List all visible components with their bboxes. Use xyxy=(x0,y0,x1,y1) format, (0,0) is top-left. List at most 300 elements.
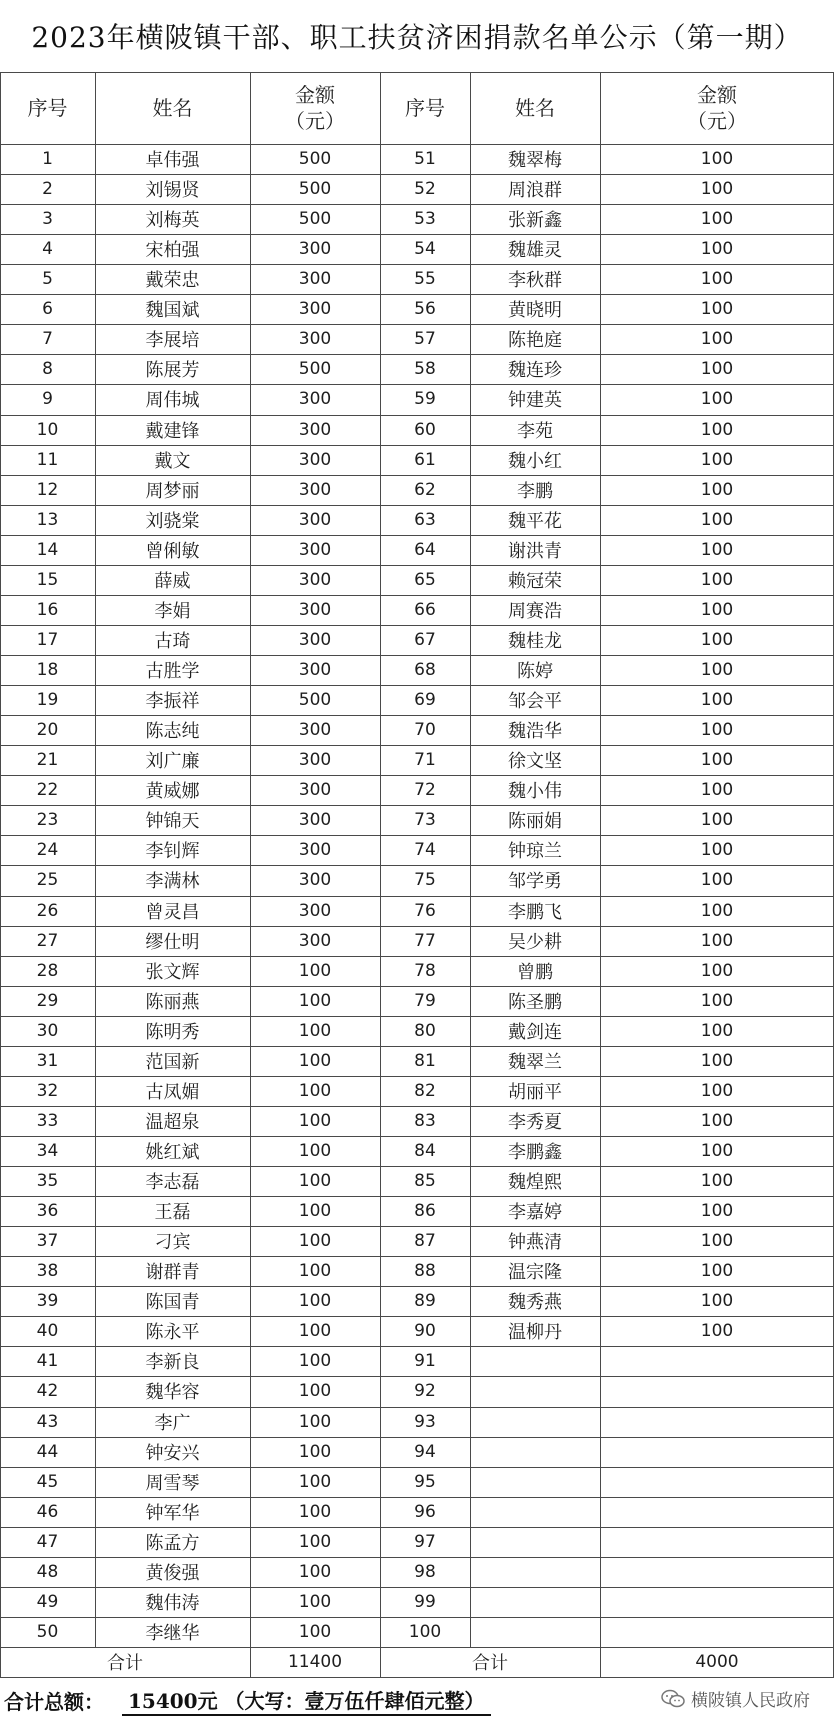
seq-cell: 84 xyxy=(414,1140,436,1161)
seq-cell: 20 xyxy=(36,720,59,741)
name-cell: 陈孟方 xyxy=(145,1532,200,1554)
name-cell: 李志磊 xyxy=(145,1172,200,1194)
amount-cell: 100 xyxy=(298,1020,332,1041)
name-cell: 温超泉 xyxy=(145,1111,200,1133)
grand-total-amount: 15400元 （大写：壹万伍仟肆佰元整） xyxy=(122,1685,491,1716)
name-cell xyxy=(470,1346,600,1376)
amount-cell xyxy=(600,1617,834,1647)
name-cell: 谢群青 xyxy=(145,1262,200,1284)
amount-cell: 100 xyxy=(700,750,734,771)
name-cell: 李广 xyxy=(154,1412,191,1434)
seq-cell: 11 xyxy=(36,449,59,470)
seq-cell: 29 xyxy=(36,990,59,1011)
name-cell: 陈丽娟 xyxy=(508,811,562,833)
name-cell: 徐文坚 xyxy=(508,751,562,773)
name-cell: 李振祥 xyxy=(145,691,200,713)
seq-cell: 32 xyxy=(36,1080,59,1101)
seq-cell: 1 xyxy=(42,149,53,170)
amount-cell: 100 xyxy=(700,419,734,440)
amount-cell: 300 xyxy=(298,840,332,861)
amount-cell: 100 xyxy=(298,1471,332,1492)
seq-cell: 55 xyxy=(414,269,436,290)
name-cell: 李继华 xyxy=(145,1622,200,1644)
name-cell: 邹会平 xyxy=(508,691,562,713)
seq-cell: 50 xyxy=(36,1621,59,1642)
name-cell: 陈艳庭 xyxy=(508,330,562,352)
name-cell: 钟军华 xyxy=(145,1502,200,1524)
seq-cell: 83 xyxy=(414,1110,436,1131)
seq-cell: 72 xyxy=(414,780,436,801)
seq-cell: 10 xyxy=(36,419,59,440)
amount-cell xyxy=(600,1346,834,1376)
column-header: 金额 （元） xyxy=(285,83,345,133)
amount-cell xyxy=(600,1467,834,1497)
seq-cell: 92 xyxy=(414,1381,436,1402)
name-cell: 刘锡贤 xyxy=(145,180,200,202)
amount-cell: 100 xyxy=(700,269,734,290)
amount-cell: 100 xyxy=(700,209,734,230)
seq-cell: 77 xyxy=(414,930,436,951)
amount-cell: 100 xyxy=(298,1140,332,1161)
seq-cell: 95 xyxy=(414,1471,436,1492)
seq-cell: 37 xyxy=(36,1231,59,1252)
amount-cell: 100 xyxy=(298,1110,332,1131)
seq-cell: 27 xyxy=(36,930,59,951)
name-cell xyxy=(470,1437,600,1467)
seq-cell: 80 xyxy=(414,1020,436,1041)
column-header: 姓名 xyxy=(152,96,193,120)
name-cell: 古凤媚 xyxy=(145,1081,200,1103)
name-cell: 李秀夏 xyxy=(508,1111,562,1133)
name-cell: 戴建锋 xyxy=(145,420,200,442)
amount-cell: 100 xyxy=(700,179,734,200)
name-cell: 范国新 xyxy=(145,1051,200,1073)
name-cell: 钟燕清 xyxy=(508,1232,562,1254)
name-cell: 周赛浩 xyxy=(508,600,562,622)
amount-cell: 100 xyxy=(298,1231,332,1252)
name-cell: 刘广廉 xyxy=(145,751,200,773)
amount-cell: 100 xyxy=(298,1080,332,1101)
amount-cell: 100 xyxy=(700,239,734,260)
amount-cell: 100 xyxy=(298,1411,332,1432)
amount-cell: 100 xyxy=(700,810,734,831)
amount-cell: 100 xyxy=(700,1080,734,1101)
name-cell: 戴荣忠 xyxy=(145,270,200,292)
amount-cell: 100 xyxy=(298,1441,332,1462)
seq-cell: 24 xyxy=(36,840,59,861)
name-cell: 薛威 xyxy=(154,570,191,592)
name-cell xyxy=(470,1617,600,1647)
seq-cell: 46 xyxy=(36,1501,59,1522)
amount-cell: 100 xyxy=(700,569,734,590)
seq-cell: 43 xyxy=(36,1411,59,1432)
name-cell: 李鹏 xyxy=(517,480,553,502)
name-cell: 陈丽燕 xyxy=(145,991,200,1013)
amount-cell: 100 xyxy=(298,1531,332,1552)
amount-cell: 100 xyxy=(298,1321,332,1342)
seq-cell: 74 xyxy=(414,840,436,861)
seq-cell: 30 xyxy=(36,1020,59,1041)
amount-cell: 100 xyxy=(700,1050,734,1071)
name-cell: 刘骁棠 xyxy=(145,510,200,532)
name-cell: 陈展芳 xyxy=(145,360,200,382)
seq-cell: 90 xyxy=(414,1321,436,1342)
seq-cell: 61 xyxy=(414,449,436,470)
seq-cell: 63 xyxy=(414,509,436,530)
name-cell: 魏国斌 xyxy=(145,300,200,322)
seq-cell: 44 xyxy=(36,1441,59,1462)
amount-cell: 100 xyxy=(298,1501,332,1522)
amount-cell: 300 xyxy=(298,509,332,530)
amount-cell: 100 xyxy=(700,359,734,380)
seq-cell: 22 xyxy=(36,780,59,801)
amount-cell xyxy=(600,1497,834,1527)
amount-cell: 300 xyxy=(298,810,332,831)
subtotal-amount-right: 4000 xyxy=(695,1652,739,1672)
name-cell: 李新良 xyxy=(145,1352,200,1374)
grand-total-label: 合计总额： xyxy=(4,1689,104,1714)
seq-cell: 82 xyxy=(414,1080,436,1101)
amount-cell: 100 xyxy=(298,1050,332,1071)
name-cell: 赖冠荣 xyxy=(508,570,562,592)
name-cell: 刁宾 xyxy=(154,1232,191,1254)
amount-cell: 500 xyxy=(298,209,332,230)
amount-cell: 300 xyxy=(298,900,332,921)
seq-cell: 9 xyxy=(42,389,53,410)
seq-cell: 34 xyxy=(36,1140,59,1161)
name-cell: 魏翠兰 xyxy=(508,1051,562,1073)
seq-cell: 21 xyxy=(36,750,59,771)
seq-cell: 64 xyxy=(414,539,436,560)
name-cell: 张新鑫 xyxy=(508,210,562,232)
seq-cell: 60 xyxy=(414,419,436,440)
seq-cell: 28 xyxy=(36,960,59,981)
amount-cell: 300 xyxy=(298,269,332,290)
amount-cell: 100 xyxy=(700,990,734,1011)
amount-cell: 100 xyxy=(298,1621,332,1642)
amount-cell: 100 xyxy=(700,720,734,741)
amount-cell: 100 xyxy=(298,1381,332,1402)
amount-cell: 100 xyxy=(700,660,734,681)
name-cell: 王磊 xyxy=(154,1202,191,1224)
column-header: 姓名 xyxy=(515,96,555,120)
name-cell: 宋柏强 xyxy=(145,240,200,262)
seq-cell: 45 xyxy=(36,1471,59,1492)
name-cell: 戴剑连 xyxy=(508,1021,562,1043)
seq-cell: 17 xyxy=(36,629,59,650)
seq-cell: 97 xyxy=(414,1531,436,1552)
seq-cell: 58 xyxy=(414,359,436,380)
amount-cell: 300 xyxy=(298,539,332,560)
seq-cell: 49 xyxy=(36,1591,59,1612)
seq-cell: 40 xyxy=(36,1321,59,1342)
amount-cell: 100 xyxy=(700,389,734,410)
seq-cell: 68 xyxy=(414,660,436,681)
name-cell: 黄晓明 xyxy=(508,300,562,322)
name-cell: 陈志纯 xyxy=(145,721,200,743)
seq-cell: 96 xyxy=(414,1501,436,1522)
amount-cell: 100 xyxy=(700,1321,734,1342)
name-cell xyxy=(470,1407,600,1437)
amount-cell: 300 xyxy=(298,239,332,260)
amount-cell: 300 xyxy=(298,479,332,500)
name-cell: 邹学勇 xyxy=(508,871,562,893)
amount-cell: 100 xyxy=(700,509,734,530)
name-cell: 温柳丹 xyxy=(508,1322,562,1344)
wechat-icon xyxy=(661,1689,685,1709)
seq-cell: 8 xyxy=(42,359,53,380)
amount-cell xyxy=(600,1587,834,1617)
seq-cell: 26 xyxy=(36,900,59,921)
seq-cell: 85 xyxy=(414,1171,436,1192)
amount-cell: 100 xyxy=(700,960,734,981)
subtotal-label-left: 合计 xyxy=(107,1653,143,1674)
name-cell: 缪仕明 xyxy=(145,931,200,953)
seq-cell: 75 xyxy=(414,870,436,891)
seq-cell: 76 xyxy=(414,900,436,921)
name-cell: 魏小红 xyxy=(508,450,562,472)
amount-cell: 500 xyxy=(298,690,332,711)
amount-cell: 100 xyxy=(298,990,332,1011)
name-cell: 陈国青 xyxy=(145,1292,200,1314)
seq-cell: 53 xyxy=(414,209,436,230)
name-cell: 张文辉 xyxy=(145,961,200,983)
seq-cell: 36 xyxy=(36,1201,59,1222)
seq-cell: 51 xyxy=(414,149,436,170)
seq-cell: 16 xyxy=(36,599,59,620)
seq-cell: 88 xyxy=(414,1261,436,1282)
seq-cell: 18 xyxy=(36,660,59,681)
amount-cell: 100 xyxy=(700,1261,734,1282)
seq-cell: 33 xyxy=(36,1110,59,1131)
seq-cell: 69 xyxy=(414,690,436,711)
seq-cell: 4 xyxy=(42,239,53,260)
seq-cell: 7 xyxy=(42,329,53,350)
name-cell: 黄俊强 xyxy=(145,1562,200,1584)
column-header: 金额 （元） xyxy=(687,83,747,133)
seq-cell: 79 xyxy=(414,990,436,1011)
seq-cell: 67 xyxy=(414,629,436,650)
amount-cell: 500 xyxy=(298,149,332,170)
name-cell: 曾鹏 xyxy=(517,961,553,983)
name-cell: 魏雄灵 xyxy=(508,240,562,262)
name-cell xyxy=(470,1376,600,1406)
column-header: 序号 xyxy=(405,96,445,120)
seq-cell: 15 xyxy=(36,569,59,590)
amount-cell: 100 xyxy=(700,149,734,170)
name-cell: 魏翠梅 xyxy=(508,150,562,172)
seq-cell: 66 xyxy=(414,599,436,620)
amount-cell: 100 xyxy=(298,960,332,981)
name-cell: 魏华容 xyxy=(145,1382,200,1404)
name-cell: 谢洪青 xyxy=(508,540,562,562)
seq-cell: 2 xyxy=(42,179,53,200)
name-cell: 李鹏鑫 xyxy=(508,1141,562,1163)
seq-cell: 54 xyxy=(414,239,436,260)
seq-cell: 89 xyxy=(414,1291,436,1312)
seq-cell: 14 xyxy=(36,539,59,560)
amount-cell: 100 xyxy=(298,1171,332,1192)
name-cell xyxy=(470,1467,600,1497)
name-cell: 魏小伟 xyxy=(508,781,562,803)
name-cell: 周伟城 xyxy=(145,390,200,412)
amount-cell: 300 xyxy=(298,750,332,771)
amount-cell xyxy=(600,1437,834,1467)
amount-cell: 300 xyxy=(298,629,332,650)
seq-cell: 48 xyxy=(36,1561,59,1582)
seq-cell: 41 xyxy=(36,1351,59,1372)
amount-cell: 100 xyxy=(700,629,734,650)
amount-cell xyxy=(600,1557,834,1587)
amount-cell: 100 xyxy=(700,329,734,350)
table-bottom-border xyxy=(0,1677,834,1678)
amount-cell: 500 xyxy=(298,359,332,380)
seq-cell: 78 xyxy=(414,960,436,981)
name-cell: 戴文 xyxy=(154,450,191,472)
name-cell xyxy=(470,1557,600,1587)
watermark-text: 横陂镇人民政府 xyxy=(691,1691,810,1711)
seq-cell: 59 xyxy=(414,389,436,410)
amount-cell: 100 xyxy=(700,840,734,861)
amount-cell: 300 xyxy=(298,449,332,470)
name-cell: 黄威娜 xyxy=(145,781,200,803)
name-cell: 钟琼兰 xyxy=(508,841,562,863)
amount-cell: 300 xyxy=(298,389,332,410)
amount-cell: 100 xyxy=(700,870,734,891)
seq-cell: 71 xyxy=(414,750,436,771)
seq-cell: 47 xyxy=(36,1531,59,1552)
seq-cell: 25 xyxy=(36,870,59,891)
name-cell: 魏伟涛 xyxy=(145,1592,200,1614)
name-cell: 李嘉婷 xyxy=(508,1202,562,1224)
amount-cell: 100 xyxy=(700,1201,734,1222)
name-cell: 胡丽平 xyxy=(508,1081,562,1103)
amount-cell: 300 xyxy=(298,419,332,440)
name-cell: 魏连珍 xyxy=(508,360,562,382)
amount-cell: 100 xyxy=(700,1231,734,1252)
amount-cell: 100 xyxy=(700,1020,734,1041)
amount-cell: 100 xyxy=(700,1110,734,1131)
seq-cell: 56 xyxy=(414,299,436,320)
amount-cell: 100 xyxy=(700,1171,734,1192)
amount-cell: 100 xyxy=(700,449,734,470)
name-cell: 姚红斌 xyxy=(145,1141,200,1163)
name-cell: 陈明秀 xyxy=(145,1021,200,1043)
amount-cell: 100 xyxy=(700,299,734,320)
name-cell xyxy=(470,1527,600,1557)
seq-cell: 23 xyxy=(36,810,59,831)
amount-cell: 100 xyxy=(700,900,734,921)
seq-cell: 70 xyxy=(414,720,436,741)
seq-cell: 12 xyxy=(36,479,59,500)
amount-cell: 300 xyxy=(298,569,332,590)
name-cell: 李满林 xyxy=(145,871,200,893)
grand-total xyxy=(4,1680,491,1720)
amount-cell: 500 xyxy=(298,179,332,200)
amount-cell: 100 xyxy=(298,1591,332,1612)
name-cell: 李展培 xyxy=(145,330,200,352)
name-cell: 周浪群 xyxy=(508,180,562,202)
seq-cell: 87 xyxy=(414,1231,436,1252)
amount-cell: 100 xyxy=(700,1140,734,1161)
amount-cell: 100 xyxy=(700,930,734,951)
amount-cell: 300 xyxy=(298,720,332,741)
seq-cell: 13 xyxy=(36,509,59,530)
subtotal-label-right: 合计 xyxy=(472,1653,508,1674)
seq-cell: 38 xyxy=(36,1261,59,1282)
seq-cell: 3 xyxy=(42,209,53,230)
seq-cell: 99 xyxy=(414,1591,436,1612)
name-cell: 魏煌熙 xyxy=(508,1172,562,1194)
name-cell: 曾灵昌 xyxy=(145,901,200,923)
name-cell: 周雪琴 xyxy=(145,1472,200,1494)
name-cell: 陈圣鹏 xyxy=(508,991,562,1013)
name-cell: 魏平花 xyxy=(508,510,562,532)
amount-cell: 100 xyxy=(700,599,734,620)
name-cell: 曾俐敏 xyxy=(145,540,200,562)
name-cell: 李苑 xyxy=(517,420,553,442)
seq-cell: 5 xyxy=(42,269,53,290)
amount-cell: 100 xyxy=(298,1561,332,1582)
column-header: 序号 xyxy=(27,96,68,120)
amount-cell: 100 xyxy=(298,1351,332,1372)
amount-cell xyxy=(600,1407,834,1437)
name-cell: 魏桂龙 xyxy=(508,630,562,652)
seq-cell: 6 xyxy=(42,299,53,320)
name-cell xyxy=(470,1497,600,1527)
name-cell: 钟安兴 xyxy=(145,1442,200,1464)
name-cell: 吴少耕 xyxy=(508,931,562,953)
name-cell: 温宗隆 xyxy=(508,1262,562,1284)
amount-cell: 100 xyxy=(700,690,734,711)
name-cell: 周梦丽 xyxy=(145,480,200,502)
name-cell: 李娟 xyxy=(154,600,191,622)
seq-cell: 93 xyxy=(414,1411,436,1432)
amount-cell: 100 xyxy=(298,1291,332,1312)
amount-cell: 100 xyxy=(700,539,734,560)
amount-cell: 100 xyxy=(298,1201,332,1222)
page-title: 2023年横陂镇干部、职工扶贫济困捐款名单公示（第一期） xyxy=(31,21,803,54)
seq-cell: 31 xyxy=(36,1050,59,1071)
seq-cell: 52 xyxy=(414,179,436,200)
name-cell: 钟锦天 xyxy=(145,811,200,833)
amount-cell: 100 xyxy=(700,1291,734,1312)
seq-cell: 100 xyxy=(408,1621,442,1642)
seq-cell: 98 xyxy=(414,1561,436,1582)
amount-cell: 300 xyxy=(298,930,332,951)
seq-cell: 57 xyxy=(414,329,436,350)
amount-cell xyxy=(600,1527,834,1557)
name-cell: 魏浩华 xyxy=(508,721,562,743)
subtotal-amount-left: 11400 xyxy=(287,1652,343,1672)
amount-cell: 300 xyxy=(298,599,332,620)
seq-cell: 91 xyxy=(414,1351,436,1372)
watermark xyxy=(661,1686,810,1711)
seq-cell: 94 xyxy=(414,1441,436,1462)
amount-cell: 100 xyxy=(700,780,734,801)
name-cell xyxy=(470,1587,600,1617)
amount-cell: 300 xyxy=(298,870,332,891)
name-cell: 魏秀燕 xyxy=(508,1292,562,1314)
amount-cell: 300 xyxy=(298,329,332,350)
name-cell: 钟建英 xyxy=(508,390,562,412)
seq-cell: 86 xyxy=(414,1201,436,1222)
seq-cell: 39 xyxy=(36,1291,59,1312)
name-cell: 刘梅英 xyxy=(145,210,200,232)
seq-cell: 19 xyxy=(36,690,59,711)
seq-cell: 65 xyxy=(414,569,436,590)
name-cell: 陈永平 xyxy=(145,1322,200,1344)
